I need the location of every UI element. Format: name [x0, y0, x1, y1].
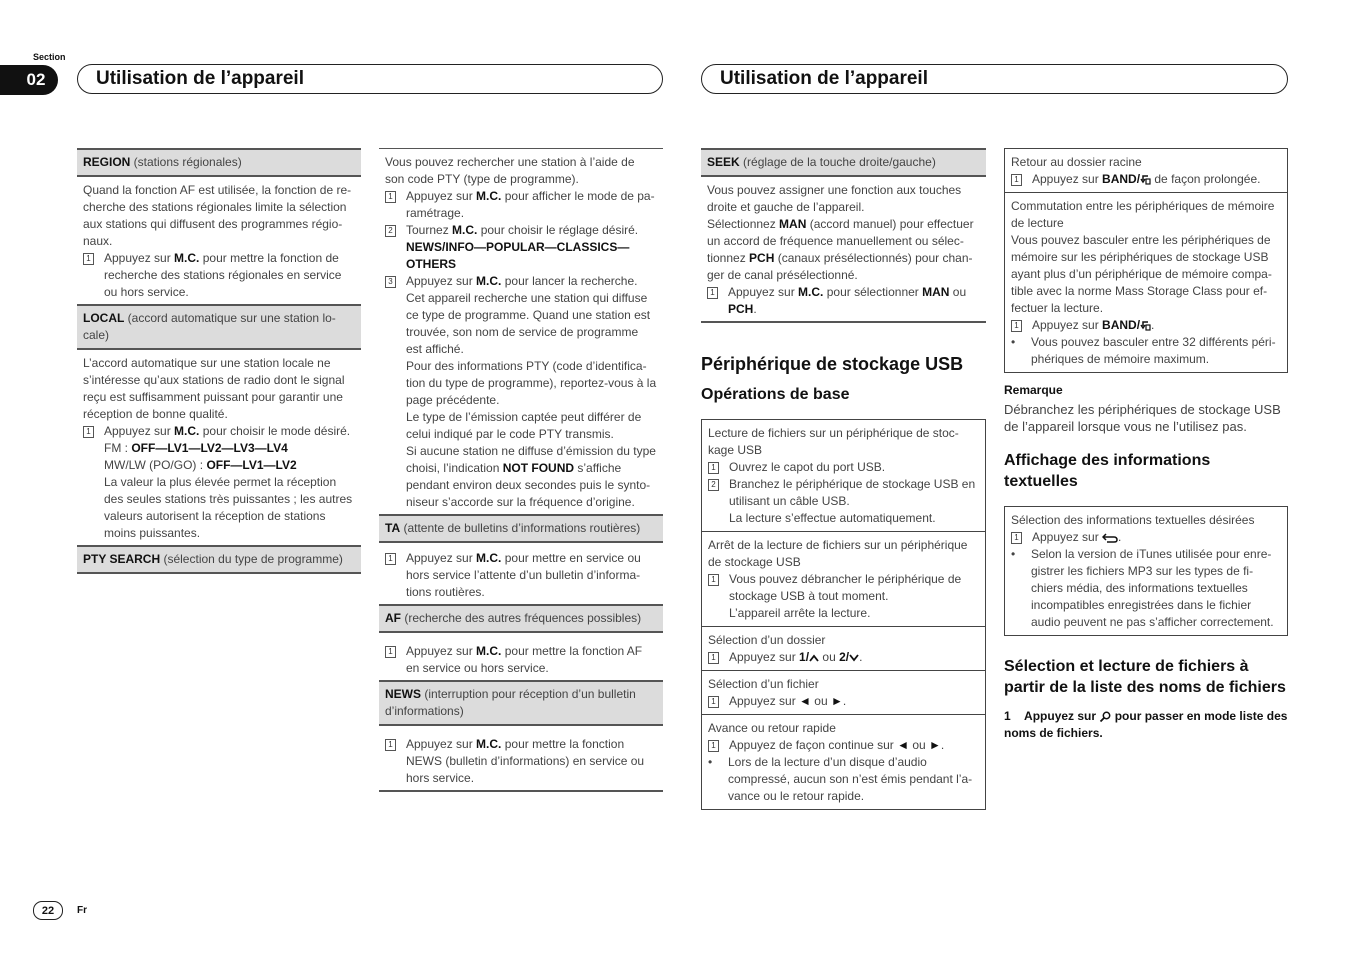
- seek-description-2: Sélectionnez MAN (accord manuel) pour effectuer un accord de fréquence manuellement ou sélec-tionnez PCH (canaux présélectionnés) pour chan-ger de canal présélectionné.: [707, 217, 974, 282]
- settings-table-seek: [701, 148, 986, 323]
- switch-bullet: • Vous pouvez basculer entre 32 différents péri-phériques de mémoire maximum.: [1011, 335, 1276, 366]
- section-label: Section: [33, 52, 66, 62]
- root-title: Retour au dossier racine: [1011, 155, 1142, 169]
- step-number-box: 1: [385, 646, 396, 658]
- step-number-box: 1: [385, 191, 396, 203]
- seek-header: SEEK (réglage de la touche droite/gauche): [701, 150, 986, 177]
- file-cell: [702, 670, 985, 714]
- af-header: AF (recherche des autres fréquences possibles): [379, 604, 663, 633]
- folder-cell: [702, 626, 985, 670]
- step-number-box: 1: [1011, 532, 1022, 544]
- usb-operations-table-cont: [1004, 148, 1288, 373]
- search-icon: [1099, 711, 1111, 723]
- root-step: 1 Appuyez sur BAND/ de façon prolongée.: [1011, 171, 1281, 188]
- ff-step: 1 Appuyez de façon continue sur ◄ ou ►.: [708, 737, 979, 754]
- ff-bullet: • Lors de la lecture d’un disque d’audio compressé, aucun son n’est émis pendant l’a-vance ou le retour rapide.: [708, 755, 973, 803]
- text-bullet: • Selon la version de iTunes utilisée pour enre-gistrer les fichiers MP3 sur les types de fi-chiers média, des informations textuelles incompatibles enregistrées dans le fichier audio peuvent ne pas s’afficher correctement.: [1011, 547, 1274, 629]
- step-number-box: 3: [385, 276, 396, 288]
- page-title-right: Utilisation de l’appareil: [701, 64, 1288, 94]
- step-number-box: 1: [708, 462, 719, 474]
- band-escape-icon: [1140, 174, 1151, 185]
- step-number-box: 2: [385, 225, 396, 237]
- column-4: [1004, 148, 1288, 742]
- chevron-up-icon: [809, 654, 819, 662]
- news-body: [379, 726, 663, 790]
- play-step-1: 1 Ouvrez le capot du port USB.: [708, 459, 979, 476]
- usb-section-title: Périphérique de stockage USB: [701, 354, 964, 374]
- section-number-tab: 02: [0, 65, 58, 95]
- switch-description: Vous pouvez basculer entre les périphériques de mémoire sur les périphériques de stockage USB ayant plus d’un périphérique de mémoire compa-tible avec la norme Mass Storage Class pour ef-fectuer la lecture.: [1011, 233, 1272, 315]
- column-2: [379, 148, 663, 792]
- pty-step-2: 2 Tournez M.C. pour choisir le réglage désiré. NEWS/INFO—POPULAR—CLASSICS—OTHERS: [385, 222, 657, 273]
- fast-forward-cell: [702, 714, 985, 809]
- folder-title: Sélection d’un dossier: [708, 633, 826, 647]
- text-step: 1 Appuyez sur .: [1011, 529, 1281, 546]
- file-list-step: 1 Appuyez sur pour passer en mode liste des noms de fichiers.: [1004, 709, 1288, 740]
- remark-text: Débranchez les périphériques de stockage USB de l’appareil lorsque vous ne l’utilisez pas.: [1004, 402, 1281, 434]
- step-number-box: 2: [708, 479, 719, 491]
- step-number-box: 1: [707, 287, 718, 299]
- news-step: 1 Appuyez sur M.C. pour mettre la fonction NEWS (bulletin d’informations) en service ou hors service.: [385, 736, 657, 787]
- chevron-down-icon: [849, 654, 859, 662]
- left-arrow-icon: ◄: [799, 694, 811, 708]
- mw-modes: OFF—LV1—LV2: [206, 458, 297, 472]
- band-escape-icon: [1140, 320, 1151, 331]
- file-step: 1 Appuyez sur ◄ ou ►.: [708, 693, 979, 710]
- pty-step-3: 3 Appuyez sur M.C. pour lancer la recherche. Cet appareil recherche une station qui diffuse ce type de programme. Quand une station est trouvée, son nom de service de programme est affiché. Pour des informations PTY (code d’identifica-tion du type de programme), reportez-vous à la page précédente. Le type de l’émission captée peut différer de celui indiqué par le code PTY transmis. Si aucune station ne diffuse d’émission du type choisi, l’indication NOT FOUND s’affiche pendant environ deux secondes puis le synto-niseur s’accorde sur la fréquence d’origine.: [385, 273, 657, 511]
- basic-ops-title: Opérations de base: [701, 386, 850, 403]
- root-folder-cell: [1005, 149, 1287, 192]
- local-note: La valeur la plus élevée permet la réception des seules stations très puissantes ; les autres valeurs autorisent la réception de stations moins puissantes.: [104, 475, 353, 540]
- play-cell: [702, 420, 985, 531]
- step-number-box: 1: [708, 696, 719, 708]
- ff-title: Avance ou retour rapide: [708, 721, 836, 735]
- region-description: Quand la fonction AF est utilisée, la fonction de re-cherche des stations régionales limite la sélection aux stations qui diffusent des programmes régio-naux.: [83, 183, 352, 248]
- remark-title: Remarque: [1004, 383, 1063, 397]
- stop-title: Arrêt de la lecture de fichiers sur un périphérique de stockage USB: [708, 538, 968, 569]
- right-arrow-icon: ►: [830, 694, 843, 708]
- text-box-title: Sélection des informations textuelles désirées: [1011, 513, 1255, 527]
- left-arrow-icon: ◄: [897, 738, 910, 752]
- step-number-box: 1: [83, 426, 94, 438]
- column-3: [701, 148, 986, 810]
- file-title: Sélection d’un fichier: [708, 677, 819, 691]
- text-info-table: [1004, 506, 1288, 636]
- seek-description: Vous pouvez assigner une fonction aux touches droite et gauche de l’appareil.: [707, 183, 962, 214]
- play-title: Lecture de fichiers sur un périphérique de stoc-kage USB: [708, 426, 959, 457]
- af-body: [379, 633, 663, 680]
- text-info-cell: [1005, 507, 1287, 635]
- switch-step: 1 Appuyez sur BAND/ .: [1011, 317, 1281, 334]
- step-number-box: 1: [385, 553, 396, 565]
- stop-step: 1 Vous pouvez débrancher le périphérique de stockage USB à tout moment. L’appareil arrête la lecture.: [708, 571, 979, 622]
- ta-body: [379, 543, 663, 604]
- settings-table-region-local: [77, 148, 361, 574]
- right-arrow-icon: ►: [929, 738, 941, 752]
- af-step: 1 Appuyez sur M.C. pour mettre la fonction AF en service ou hors service.: [385, 643, 657, 677]
- usb-operations-table: [701, 419, 986, 810]
- pty-step-1: 1 Appuyez sur M.C. pour afficher le mode de pa-ramétrage.: [385, 188, 657, 222]
- step-number-box: 1: [385, 739, 396, 751]
- display-return-icon: [1102, 533, 1118, 543]
- local-description: L’accord automatique sur une station locale ne s’intéresse qu’aux stations de radio dont le signal reçu est suffisamment puissant pour garantir une réception de bonne qualité.: [83, 356, 345, 421]
- stop-cell: [702, 531, 985, 626]
- settings-table-pty: [379, 148, 663, 792]
- play-step-2: 2 Branchez le périphérique de stockage USB en utilisant un câble USB. La lecture s’effectue automatiquement.: [708, 476, 979, 527]
- fm-modes: OFF—LV1—LV2—LV3—LV4: [131, 441, 288, 455]
- pty-intro: Vous pouvez rechercher une station à l’aide de son code PTY (type de programme).: [385, 155, 635, 186]
- column-1: [77, 148, 361, 574]
- region-header: REGION (stations régionales): [77, 150, 361, 177]
- local-header: LOCAL (accord automatique sur une station lo-cale): [77, 304, 361, 350]
- step-number-box: 1: [708, 740, 719, 752]
- step-number-box: 1: [1011, 320, 1022, 332]
- step-number-box: 1: [83, 253, 94, 265]
- language-code: Fr: [77, 905, 87, 916]
- memory-switch-cell: [1005, 192, 1287, 372]
- news-header: NEWS (interruption pour réception d’un bulletin d’informations): [379, 680, 663, 726]
- folder-step: 1 Appuyez sur 1/ ou 2/ .: [708, 649, 979, 666]
- page-title-left: Utilisation de l’appareil: [77, 64, 663, 94]
- region-step: 1 Appuyez sur M.C. pour mettre la fonction de recherche des stations régionales en service ou hors service.: [83, 250, 355, 301]
- step-number-box: 1: [708, 652, 719, 664]
- text-info-title: Affichage des informations textuelles: [1004, 452, 1211, 490]
- ta-step: 1 Appuyez sur M.C. pour mettre en service ou hors service l’attente d’un bulletin d’informa-tions routières.: [385, 550, 657, 601]
- local-body: [77, 350, 361, 545]
- pty-options: NEWS/INFO—POPULAR—CLASSICS—OTHERS: [406, 240, 630, 271]
- page-number: 22: [33, 901, 63, 920]
- ta-header: TA (attente de bulletins d’informations routières): [379, 514, 663, 543]
- seek-body: [701, 177, 986, 321]
- local-step: 1 Appuyez sur M.C. pour choisir le mode désiré. FM : OFF—LV1—LV2—LV3—LV4 MW/LW (PO/GO) : OFF—LV1—LV2 La valeur la plus élevée permet la réception des seules stations très puissantes ; les autres valeurs autorisent la réception de stations moins puissantes.: [83, 423, 355, 542]
- seek-step: 1 Appuyez sur M.C. pour sélectionner MAN ou PCH.: [707, 284, 980, 318]
- file-list-title: Sélection et lecture de fichiers à partir de la liste des noms de fichiers: [1004, 658, 1286, 696]
- pty-search-header: PTY SEARCH (sélection du type de programme): [77, 545, 361, 572]
- step-number-box: 1: [708, 574, 719, 586]
- pty-body: [379, 149, 663, 514]
- step-number-box: 1: [1011, 174, 1022, 186]
- switch-title: Commutation entre les périphériques de mémoire de lecture: [1011, 199, 1275, 230]
- region-body: [77, 177, 361, 304]
